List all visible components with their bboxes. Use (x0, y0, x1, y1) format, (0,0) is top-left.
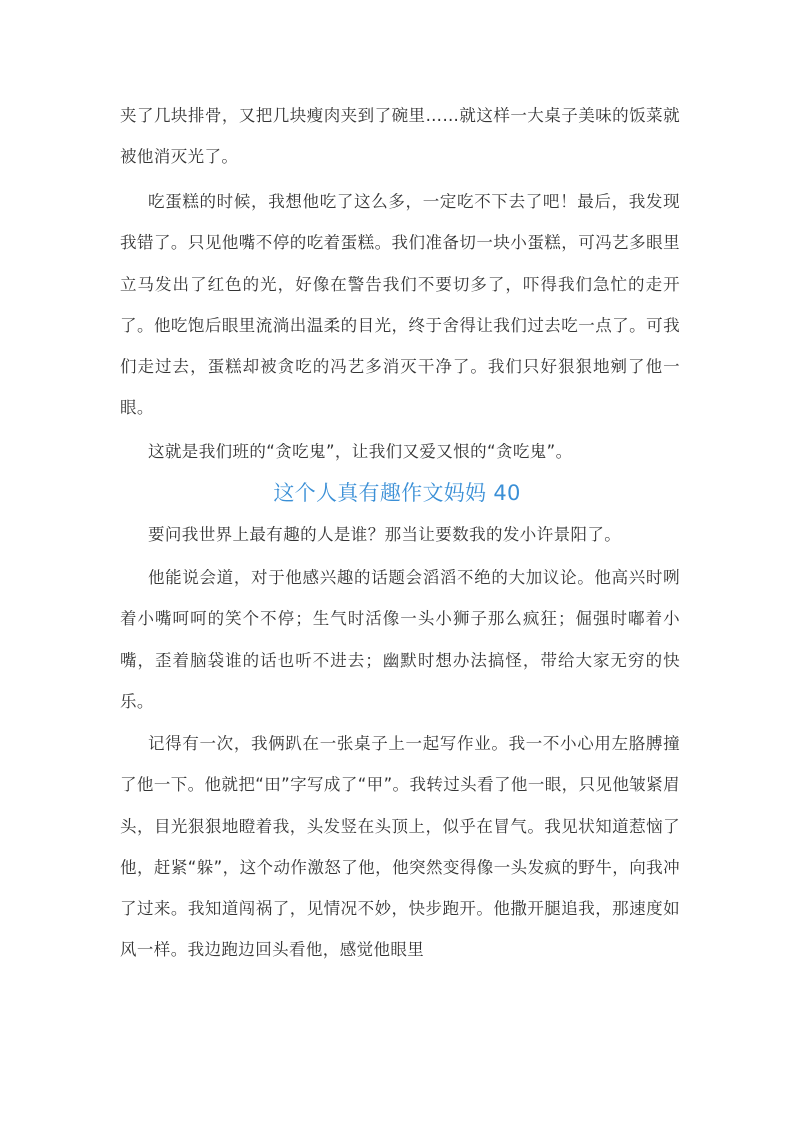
article1-paragraph-2: 吃蛋糕的时候，我想他吃了这么多，一定吃不下去了吧！最后，我发现我错了。只见他嘴不停的吃着蛋糕。我们准备切一块小蛋糕，可冯艺多眼里立马发出了红色的光，好像在警告我们不要切多了，吓得我们急忙的走开了。他吃饱后眼里流淌出温柔的目光，终于舍得让我们过去吃一点了。可我们走过去，蛋糕却被贪吃的冯艺多消灭干净了。我们只好狠狠地剜了他一眼。 (120, 192, 680, 418)
article1-paragraph-3: 这就是我们班的“贪吃鬼”，让我们又爱又恨的“贪吃鬼”。 (148, 442, 573, 461)
article2-paragraph-3: 记得有一次，我俩趴在一张桌子上一起写作业。我一不小心用左胳膊撞了他一下。他就把“田”字写成了“甲”。我转过头看了他一眼，只见他皱紧眉头，目光狠狠地瞪着我，头发竖在头顶上，似乎在冒气。我见状知道惹恼了他，赶紧“躲”，这个动作激怒了他，他突然变得像一头发疯的野牛，向我冲了过来。我知道闯祸了，见情况不妙，快步跑开。他撒开腿追我，那速度如风一样。我边跑边回头看他，感觉他眼里 (120, 734, 680, 960)
article2-paragraph-2: 他能说会道，对于他感兴趣的话题会滔滔不绝的大加议论。他高兴时咧着小嘴呵呵的笑个不停；生气时活像一头小狮子那么疯狂；倔强时嘟着小嘴，歪着脑袋谁的话也听不进去；幽默时想办法搞怪，带给大家无穷的快乐。 (120, 568, 680, 711)
article1-paragraph-1: 夹了几块排骨，又把几块瘦肉夹到了碗里……就这样一大桌子美味的饭菜就被他消灭光了。 (120, 106, 680, 167)
article2-title: 这个人真有趣作文妈妈 40 (273, 481, 521, 505)
article2-paragraph-1: 要问我世界上最有趣的人是谁？那当让要数我的发小许景阳了。 (148, 525, 622, 544)
